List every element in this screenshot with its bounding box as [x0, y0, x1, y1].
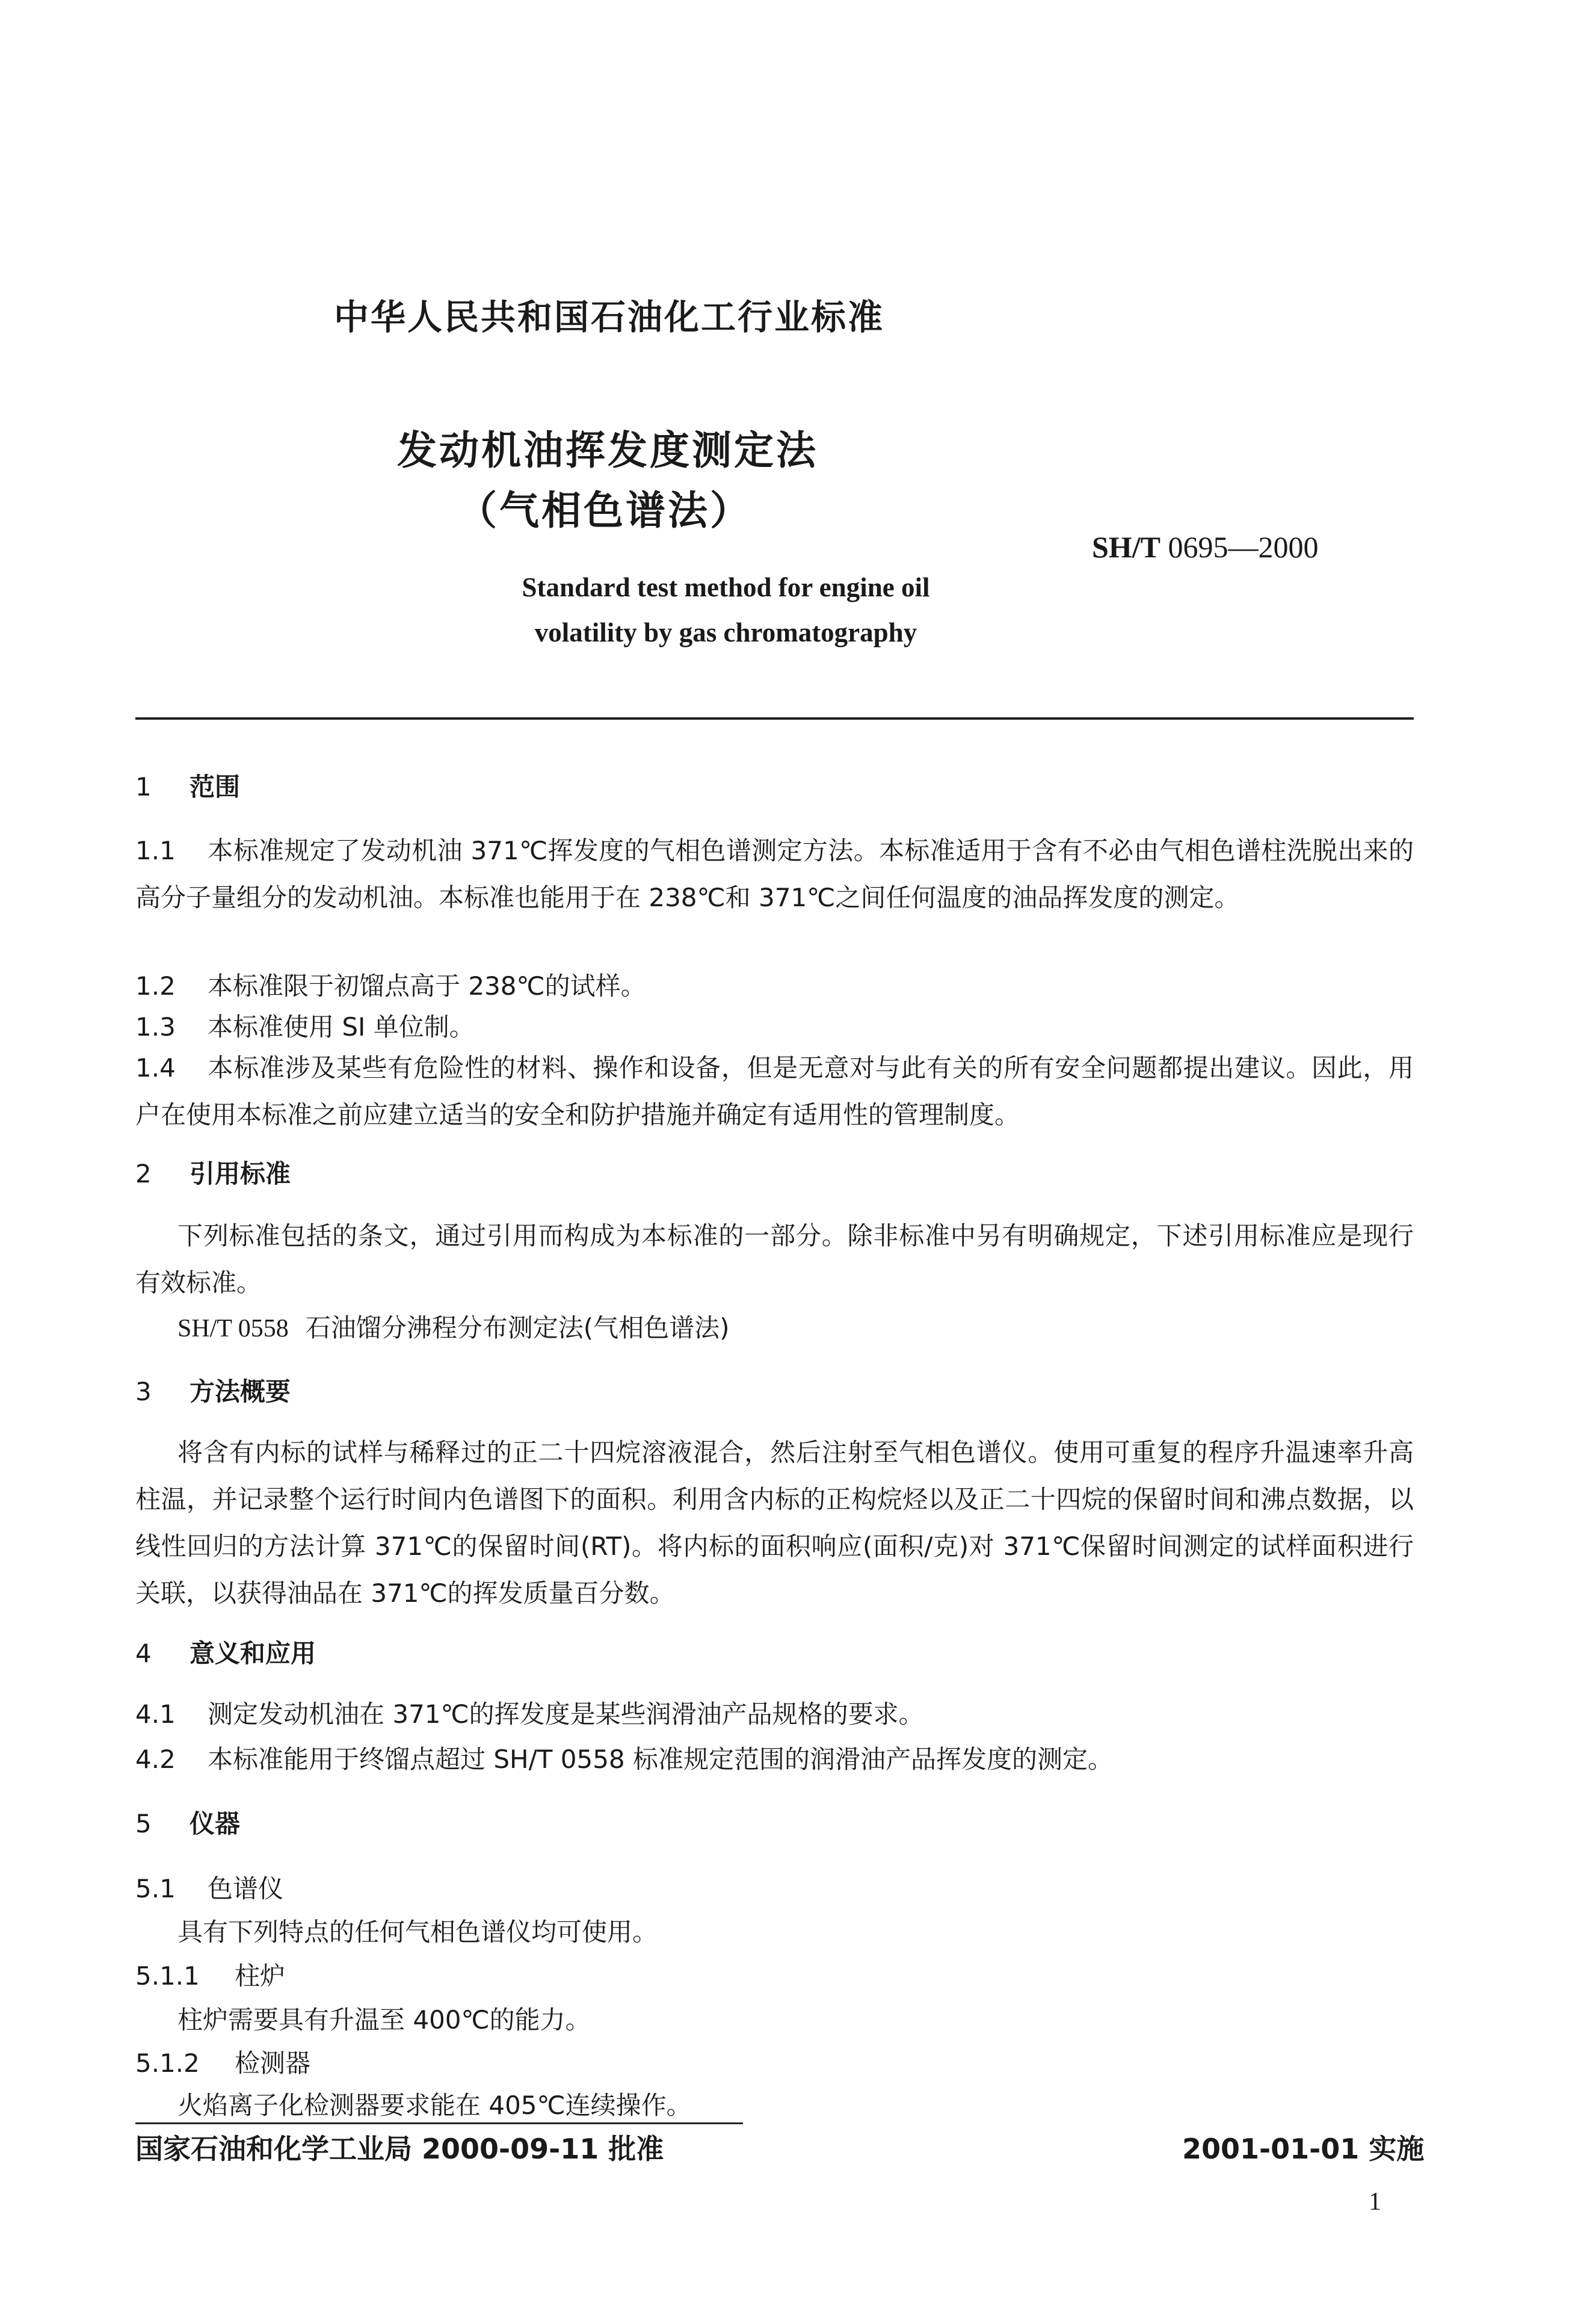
clause-text: 本标准限于初馏点高于 238℃的试样。 [208, 971, 646, 1001]
clause-title: 色谱仪 [208, 1874, 284, 1903]
clause-text: 本标准使用 SI 单位制。 [208, 1012, 475, 1042]
clause-title: 柱炉 [235, 1961, 286, 1991]
effective-date: 2001-01-01 实施 [1182, 2133, 1425, 2165]
standard-code-prefix: SH/T [1092, 530, 1161, 564]
page-number: 1 [1369, 2188, 1381, 2216]
standard-code [1092, 530, 1318, 564]
clause-4-1 [135, 1691, 1414, 1738]
reference-code: SH/T 0558 [177, 1315, 289, 1343]
standard-code-number: 0695—2000 [1168, 530, 1319, 564]
section-number: 1 [135, 772, 152, 802]
reference-title: 石油馏分沸程分布测定法(气相色谱法) [305, 1313, 730, 1343]
document-subtitle: （气相色谱法） [457, 487, 752, 534]
section-title: 引用标准 [190, 1159, 291, 1188]
clause-4-2 [135, 1736, 1414, 1783]
section-4-heading [135, 1634, 316, 1670]
clause-1-3 [135, 1004, 1414, 1051]
section-number: 2 [135, 1159, 152, 1188]
clause-3-text: 将含有内标的试样与稀释过的正二十四烷溶液混合，然后注射至气相色谱仪。使用可重复的程序升温速率升高柱温，并记录整个运行时间内色谱图下的面积。利用含内标的正构烷烃以及正二十四烷的保留时间和沸点数据，以线性回归的方法计算 371℃的保留时间(RT)。将内标的面积响应(面积/克)对 371℃保留时间测定的试样面积进行关联，以获得油品在 371℃的挥发质量百分数。 [135, 1438, 1414, 1608]
clause-text: 本标准涉及某些有危险性的材料、操作和设备，但是无意对与此有关的所有安全问题都提出建议。因此，用户在使用本标准之前应建立适当的安全和防护措施并确定有适用性的管理制度。 [135, 1053, 1414, 1130]
clause-number: 4.2 [135, 1745, 176, 1774]
approval-date: 国家石油和化学工业局 2000-09-11 批准 [135, 2133, 664, 2165]
section-number: 5 [135, 1809, 152, 1838]
footer-divider [135, 2122, 743, 2124]
clause-5-1-1-text: 柱炉需要具有升温至 400℃的能力。 [177, 2005, 591, 2035]
clause-5-1-text: 具有下列特点的任何气相色谱仪均可使用。 [177, 1917, 658, 1947]
clause-1-2 [135, 963, 1414, 1010]
normative-reference [177, 1305, 1414, 1352]
clause-5-1-1 [135, 1953, 1414, 2000]
section-title: 仪器 [190, 1809, 241, 1838]
section-title: 意义和应用 [190, 1639, 316, 1668]
clause-1-4 [135, 1045, 1414, 1139]
english-title-line-2: volatility by gas chromatography [534, 617, 917, 647]
standard-organization: 中华人民共和国石油化工行业标准 [334, 297, 885, 338]
section-number: 4 [135, 1639, 152, 1668]
section-number: 3 [135, 1377, 152, 1406]
clause-number: 1.2 [135, 971, 176, 1001]
clause-number: 1.1 [135, 836, 176, 865]
clause-text: 测定发动机油在 371℃的挥发度是某些润滑油产品规格的要求。 [208, 1699, 924, 1729]
clause-text: 本标准规定了发动机油 371℃挥发度的气相色谱测定方法。本标准适用于含有不必由气相色谱柱洗脱出来的高分子量组分的发动机油。本标准也能用于在 238℃和 371℃之间任何温度的油品挥发度的测定。 [135, 836, 1414, 912]
clause-number: 1.3 [135, 1012, 176, 1042]
clause-5-1-2 [135, 2040, 1414, 2087]
header-divider [135, 717, 1414, 720]
document-title: 发动机油挥发度测定法 [397, 427, 818, 474]
section-title: 方法概要 [190, 1377, 291, 1406]
clause-5-1 [135, 1865, 1414, 1912]
clause-1-1 [135, 827, 1414, 921]
section-title: 范围 [190, 772, 241, 802]
clause-number: 5.1 [135, 1874, 176, 1903]
clause-number: 5.1.2 [135, 2048, 200, 2078]
section-1-heading [135, 767, 240, 803]
clause-number: 4.1 [135, 1699, 176, 1729]
section-5-heading [135, 1804, 240, 1840]
section-2-heading [135, 1154, 291, 1190]
clause-title: 检测器 [235, 2048, 311, 2078]
clause-number: 1.4 [135, 1053, 176, 1083]
clause-5-1-2-text: 火焰离子化检测器要求能在 405℃连续操作。 [177, 2091, 692, 2120]
section-3-heading [135, 1372, 291, 1408]
clause-text: 本标准能用于终馏点超过 SH/T 0558 标准规定范围的润滑油产品挥发度的测定。 [208, 1745, 1113, 1774]
clause-2-text: 下列标准包括的条文，通过引用而构成为本标准的一部分。除非标准中另有明确规定，下述引用标准应是现行有效标准。 [135, 1221, 1414, 1297]
clause-number: 5.1.1 [135, 1961, 200, 1991]
english-title-line-1: Standard test method for engine oil [522, 572, 930, 602]
